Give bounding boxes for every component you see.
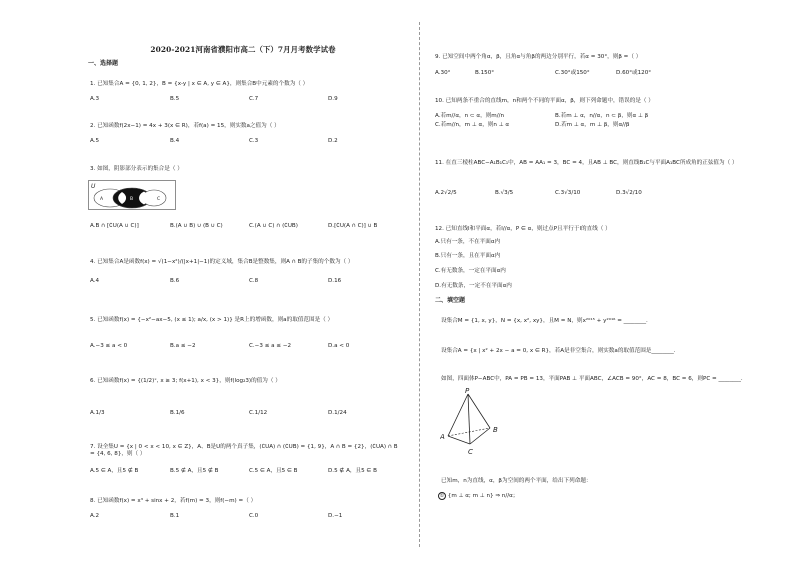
q6-option-d: D.1/24	[328, 410, 347, 416]
question-12-stem: 12. 已知直线l和平面α，若l//α，P ∈ α，则过点P且平行于l的直线（ ）	[435, 226, 611, 232]
question-10-stem: 10. 已知两条不重合的直线m，n和两个不同的平面α，β，则下列命题中，错误的是（ ）	[435, 98, 654, 104]
q7-option-d: D.5 ∉ A，且5 ∈ B	[328, 468, 377, 474]
q11-option-a: A.2√2/5	[435, 190, 457, 196]
q8-option-b: B.1	[170, 513, 180, 519]
venn-diagram	[88, 180, 176, 210]
q12-option-b: B.只有一条，且在平面α内	[435, 253, 501, 259]
q7-option-b: B.5 ∉ A，且5 ∉ B	[170, 468, 219, 474]
q11-option-c: C.3√3/10	[555, 190, 581, 196]
q8-option-d: D.−1	[328, 513, 343, 519]
q10-option-c: C.若m//n，m ⊥ α，则n ⊥ α	[435, 122, 510, 128]
section-heading-fill: 二、填空题	[435, 297, 466, 304]
q12-option-a: A.只有一条，不在平面α内	[435, 239, 501, 245]
q6-option-a: A.1/3	[90, 410, 105, 416]
circled-number-1: ①	[439, 493, 445, 499]
question-5-stem: 5. 已知函数f(x) = {−x²−ax−5, (x ≤ 1); a/x, (x > 1)} 是R上的增函数，则a的取值范围是（ ）	[90, 317, 334, 323]
q9-option-a: A.30°	[435, 70, 451, 76]
q8-option-a: A.2	[90, 513, 100, 519]
section-heading-choice: 一、选择题	[88, 60, 119, 67]
question-6-stem: 6. 已知函数f(x) = {(1/2)ˣ, x ≥ 3; f(x+1), x < 3}，则f(log₂3)的值为（ ）	[90, 378, 281, 384]
q2-option-b: B.4	[170, 138, 180, 144]
question-11-stem: 11. 在直三棱柱ABC−A₁B₁C₁中，AB = AA₁ = 3，BC = 4，且AB ⊥ BC，则直线B₁C与平面A₁BC所成角的正弦值为（ ）	[435, 160, 738, 166]
q10-option-b: B.若m ⊥ α，n//α，n ⊂ β，则α ⊥ β	[555, 113, 649, 119]
edge-ab	[448, 428, 490, 436]
q2-option-c: C.3	[249, 138, 259, 144]
q4-option-c: C.8	[249, 278, 259, 284]
fill-question-16-item-1	[438, 492, 518, 500]
question-3-stem: 3. 如图，阴影部分表示的集合是（ ）	[90, 166, 183, 172]
q7-option-a: A.5 ∈ A，且5 ∉ B	[90, 468, 139, 474]
q5-option-c: C.−3 ≤ a ≤ −2	[249, 343, 292, 349]
question-9-stem: 9. 已知空间中两个角α，β，且角α与角β的两边分别平行，若α = 30°，则β =（ ）	[435, 54, 642, 60]
venn-label-c: C	[157, 197, 161, 202]
vertex-label-a: A	[440, 433, 445, 441]
q6-option-c: C.1/12	[249, 410, 268, 416]
q10-option-d: D.若m ⊥ α，m ⊥ β，则α//β	[555, 122, 630, 128]
q1-option-d: D.9	[328, 96, 338, 102]
question-2-stem: 2. 已知函数f(2x−1) = 4x + 3(x ∈ R)，若f(a) = 15，则实数a之值为（ ）	[90, 123, 280, 129]
q11-option-b: B.√3/5	[495, 190, 514, 196]
q1-option-b: B.5	[170, 96, 180, 102]
edge-bc	[470, 428, 490, 444]
question-7-stem: 7. 设全集U = {x | 0 < x < 10, x ∈ Z}，A、B是U的两个真子集，(∁UA) ∩ (∁UB) = {1, 9}，A ∩ B = {2}，(∁UA) ∩ B = {4, 6, 8}，则（ ）	[90, 444, 398, 457]
q9-option-b: B.150°	[475, 70, 495, 76]
item-1-text: {m ⊥ α; m ⊥ n} ⇒ n//α；	[447, 493, 519, 499]
right-column	[435, 0, 765, 562]
q5-option-b: B.a ≤ −2	[170, 343, 196, 349]
vertex-label-p: P	[465, 388, 470, 395]
q2-option-a: A.5	[90, 138, 100, 144]
q6-option-b: B.1/6	[170, 410, 185, 416]
q12-option-d: D.有无数条，一定不在平面α内	[435, 283, 512, 289]
q3-option-c: C.(A ∪ C) ∩ (∁UB)	[249, 223, 298, 229]
question-1-stem: 1. 已知集合A = {0, 1, 2}，B = {x-y | x ∈ A, y ∈ A}，则集合B中元素的个数为（ ）	[90, 81, 309, 87]
q3-option-d: D.[∁U(A ∩ C)] ∪ B	[328, 223, 378, 229]
q1-option-a: A.3	[90, 96, 100, 102]
question-8-stem: 8. 已知函数f(x) = x³ + sinx + 2，若f(m) = 3，则f(−m) =（ ）	[90, 498, 257, 504]
q11-option-d: D.3√2/10	[616, 190, 642, 196]
column-divider	[419, 22, 420, 547]
q4-option-d: D.16	[328, 278, 342, 284]
q9-option-d: D.60°或120°	[616, 70, 652, 76]
edge-ac	[448, 436, 470, 444]
edge-pc	[468, 394, 470, 444]
q3-option-b: B.(A ∪ B) ∪ (B ∪ C)	[170, 223, 223, 229]
tetrahedron-figure	[440, 388, 512, 458]
left-column	[82, 0, 404, 562]
q7-option-c: C.5 ∈ A，且5 ∈ B	[249, 468, 298, 474]
q4-option-b: B.6	[170, 278, 180, 284]
venn-label-u: U	[91, 183, 96, 190]
q4-option-a: A.4	[90, 278, 100, 284]
q5-option-a: A.−3 ≤ a < 0	[90, 343, 128, 349]
vertex-label-c: C	[468, 448, 473, 456]
fill-question-16-intro: 已知m，n为直线，α，β为空间的两个平面，给出下列命题：	[441, 478, 592, 484]
q5-option-d: D.a < 0	[328, 343, 350, 349]
edge-pa	[448, 394, 468, 436]
q3-option-a: A.B ∩ [∁U(A ∪ C)]	[90, 223, 139, 229]
fill-question-14: 设集合A = {x | x² + 2x − a = 0, x ∈ R}，若A是非空集合，则实数a的取值范围是________.	[441, 348, 676, 354]
fill-question-15: 如图，四面体P−ABC中，PA = PB = 13，平面PAB ⊥ 平面ABC，∠ACB = 90°，AC = 8，BC = 6，则PC = ________.	[441, 376, 743, 382]
q9-option-c: C.30°或150°	[555, 70, 590, 76]
exam-title: 2020-2021河南省濮阳市高二（下）7月月考数学试卷	[150, 45, 336, 54]
q10-option-a: A.若m//α，n ⊂ α，则m//n	[435, 113, 505, 119]
question-4-stem: 4. 已知集合A是函数f(x) = √(1−x²)/(|x+1|−1)的定义域，集合B是整数集，则A ∩ B的子集的个数为（ ）	[90, 259, 354, 265]
edge-pb	[468, 394, 490, 428]
vertex-label-b: B	[493, 426, 498, 434]
q1-option-c: C.7	[249, 96, 259, 102]
fill-question-13: 设集合M = {1, x, y}，N = {x, x², xy}，且M = N，则x²⁰¹⁵ + y²⁰¹⁶ = ________.	[441, 318, 648, 324]
venn-label-a: A	[100, 197, 104, 202]
q8-option-c: C.0	[249, 513, 259, 519]
venn-label-b: B	[130, 197, 134, 202]
q12-option-c: C.有无数条，一定在平面α内	[435, 268, 506, 274]
q2-option-d: D.2	[328, 138, 338, 144]
